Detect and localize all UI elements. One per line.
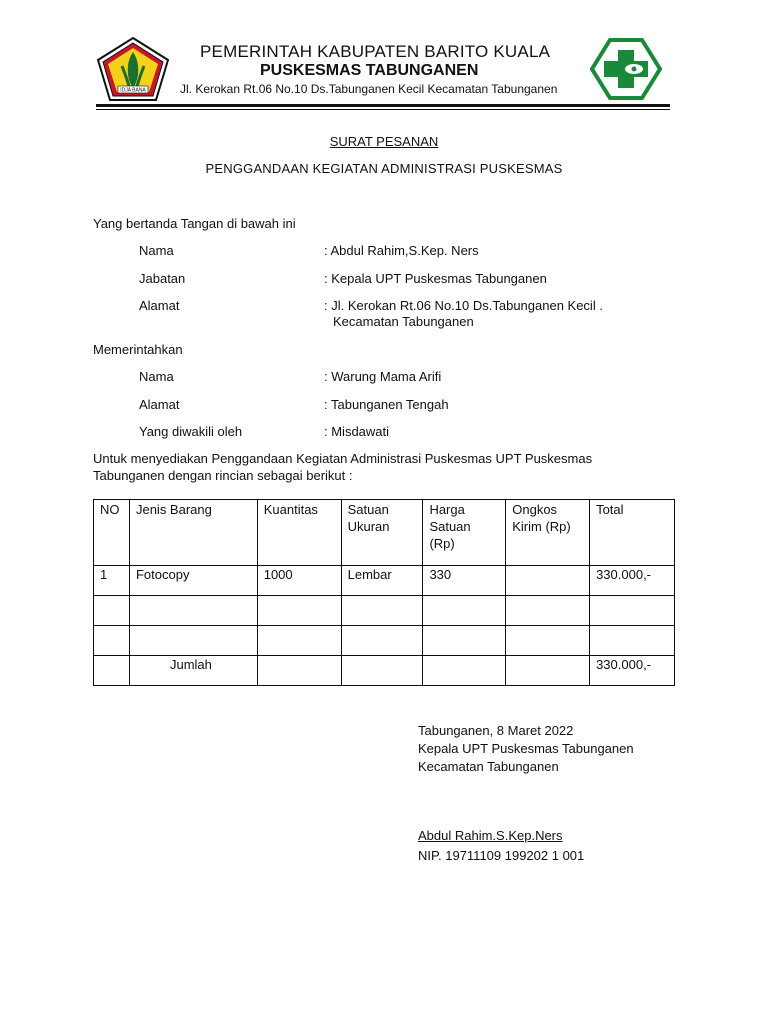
puskesmas-logo-icon [590, 38, 662, 100]
recipient-wakil-label: Yang diwakili oleh [139, 424, 243, 439]
table-cell [506, 626, 590, 656]
table-cell: Lembar [341, 566, 423, 596]
table-cell [257, 596, 341, 626]
table-cell [94, 596, 130, 626]
table-cell: 1000 [257, 566, 341, 596]
kabupaten-emblem-icon [96, 36, 170, 102]
signer-alamat-value-1: : Jl. Kerokan Rt.06 No.10 Ds.Tabunganen Kecil . [324, 298, 603, 313]
header-cell-no: NO [94, 500, 130, 566]
memerintahkan-text: Memerintahkan [93, 342, 183, 357]
signer-alamat-value-2: Kecamatan Tabunganen [333, 314, 474, 329]
table-cell [423, 656, 506, 686]
table-cell [506, 656, 590, 686]
document-title: SURAT PESANAN [329, 134, 439, 149]
signer-nama-label: Nama [139, 243, 174, 258]
signature-district: Kecamatan Tabunganen [418, 759, 559, 774]
recipient-wakil-value: : Misdawati [324, 424, 390, 439]
total-label: Jumlah [129, 656, 257, 686]
table-cell [506, 596, 590, 626]
signer-jabatan-value: : Kepala UPT Puskesmas Tabunganen [324, 271, 547, 286]
table-total-row [94, 656, 675, 686]
government-name: PEMERINTAH KABUPATEN BARITO KUALA [200, 42, 551, 61]
header-cell-ongkos-kirim: Ongkos Kirim (Rp) [506, 500, 590, 566]
recipient-nama-label: Nama [139, 369, 174, 384]
signature-position: Kepala UPT Puskesmas Tabunganen [418, 741, 634, 756]
table-cell [257, 656, 341, 686]
signature-nip: NIP. 19711109 199202 1 001 [418, 848, 585, 863]
header-cell-harga-satuan: Harga Satuan (Rp) [423, 500, 506, 566]
purpose-line-1: Untuk menyediakan Penggandaan Kegiatan Administrasi Puskesmas UPT Puskesmas [93, 451, 593, 466]
recipient-alamat-label: Alamat [139, 397, 180, 412]
signer-alamat-label: Alamat [139, 298, 180, 313]
table-header-row [94, 500, 675, 566]
signer-nama-value: : Abdul Rahim,S.Kep. Ners [324, 243, 479, 258]
table-cell [423, 596, 506, 626]
recipient-nama-value: : Warung Mama Arifi [324, 369, 442, 384]
table-cell [590, 626, 675, 656]
header-divider-thin [96, 109, 670, 110]
table-cell [94, 626, 130, 656]
table-cell: 330.000,- [590, 566, 675, 596]
table-cell [506, 566, 590, 596]
signer-jabatan-label: Jabatan [139, 271, 186, 286]
signature-name: Abdul Rahim.S.Kep.Ners [418, 828, 563, 843]
table-row [94, 596, 675, 626]
table-cell: 330 [423, 566, 506, 596]
order-table [93, 499, 675, 686]
table-cell [341, 596, 423, 626]
table-cell [590, 596, 675, 626]
table-cell: 1 [94, 566, 130, 596]
table-cell [94, 656, 130, 686]
intro-text: Yang bertanda Tangan di bawah ini [93, 216, 296, 231]
institution-address: Jl. Kerokan Rt.06 No.10 Ds.Tabunganen Kecil Kecamatan Tabunganen [180, 82, 558, 96]
table-cell: Fotocopy [129, 566, 257, 596]
table-cell [129, 626, 257, 656]
table-cell [341, 656, 423, 686]
header-cell-kuantitas: Kuantitas [257, 500, 341, 566]
total-value: 330.000,- [590, 656, 675, 686]
table-row [94, 566, 675, 596]
table-cell [341, 626, 423, 656]
table-cell [129, 596, 257, 626]
svg-text:IDJA BANA: IDJA BANA [120, 87, 146, 94]
institution-name: PUSKESMAS TABUNGANEN [260, 62, 479, 79]
document-subtitle: PENGGANDAAN KEGIATAN ADMINISTRASI PUSKESMAS [205, 161, 563, 176]
header-cell-satuan-ukuran: Satuan Ukuran [341, 500, 423, 566]
table-cell [423, 626, 506, 656]
signature-place-date: Tabunganen, 8 Maret 2022 [418, 723, 574, 738]
table-cell [257, 626, 341, 656]
recipient-alamat-value: : Tabunganen Tengah [324, 397, 449, 412]
table-row [94, 626, 675, 656]
header-cell-total: Total [590, 500, 675, 566]
header-divider-thick [96, 104, 670, 107]
header-cell-jenis-barang: Jenis Barang [129, 500, 257, 566]
purpose-line-2: Tabunganen dengan rincian sebagai berikut : [93, 468, 353, 483]
